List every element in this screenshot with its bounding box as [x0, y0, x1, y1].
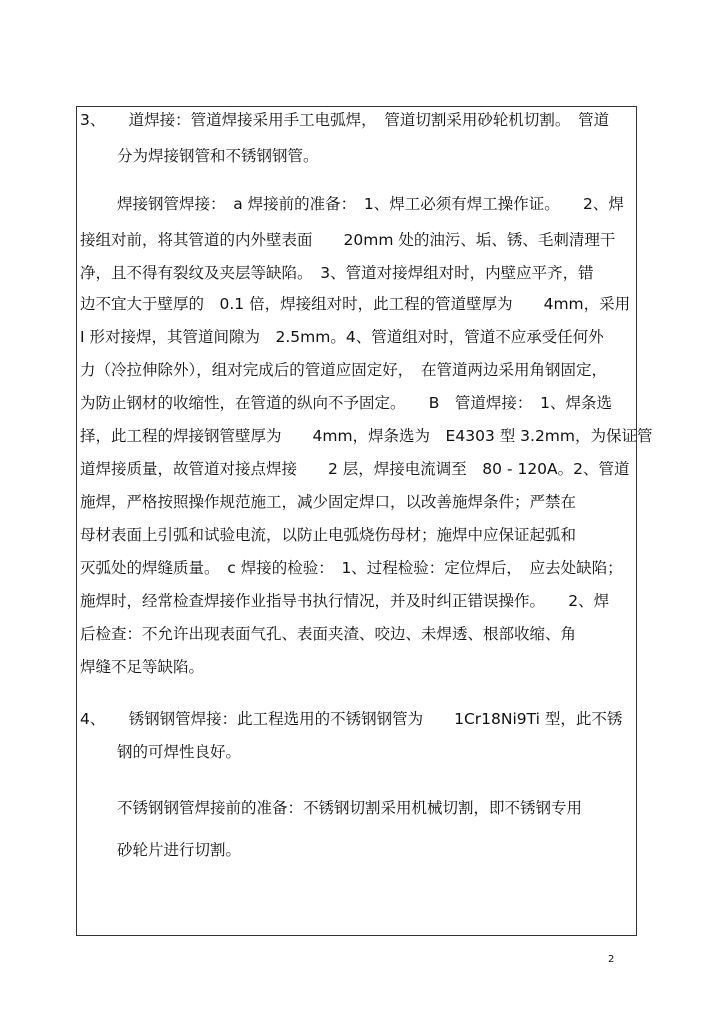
text-line: 为防止钢材的收缩性，在管道的纵向不予固定。 B 管道焊接： 1、焊条选: [80, 394, 612, 412]
text-line: 灭弧处的焊缝质量。 c 焊接的检验： 1、过程检验：定位焊后， 应去处缺陷；: [80, 559, 623, 577]
text-line: 择，此工程的焊接钢管壁厚为 4mm，焊条选为 E4303 型 3.2mm，为保证管: [80, 427, 653, 445]
text-line: 砂轮片进行切割。: [117, 841, 242, 859]
text-line: 母材表面上引弧和试验电流，以防止电弧烧伤母材；施焊中应保证起弧和: [80, 526, 577, 544]
text-line: 焊接钢管焊接： a 焊接前的准备： 1、焊工必须有焊工操作证。 2、焊: [117, 195, 624, 213]
text-line: 后检查：不允许出现表面气孔、表面夹渣、咬边、未焊透、根部收缩、角: [80, 625, 577, 643]
text-line: 道焊接质量，故管道对接点焊接 2 层，焊接电流调至 80 - 120A。2、管道: [80, 460, 630, 478]
text-line: 施焊时，经常检查焊接作业指导书执行情况，并及时纠正错误操作。 2、焊: [80, 592, 610, 610]
page-number: 2: [608, 954, 615, 965]
text-line: 力（冷拉伸除外），组对完成后的管道应固定好， 在管道两边采用角钢固定，: [80, 361, 608, 379]
text-line: 4、 锈钢钢管焊接：此工程选用的不锈钢钢管为 1Cr18Ni9Ti 型，此不锈: [80, 710, 623, 728]
text-line: 钢的可焊性良好。: [117, 743, 242, 761]
text-line: 净，且不得有裂纹及夹层等缺陷。 3、管道对接焊组对时，内壁应平齐，错: [80, 264, 594, 282]
text-line: 不锈钢钢管焊接前的准备：不锈钢切割采用机械切割，即不锈钢专用: [117, 799, 583, 817]
text-line: 接组对前，将其管道的内外壁表面 20mm 处的油污、垢、锈、毛刺清理干: [80, 231, 616, 249]
text-line: 施焊，严格按照操作规范施工，减少固定焊口，以改善施焊条件；严禁在: [80, 493, 577, 511]
text-line: 边不宜大于壁厚的 0.1 倍，焊接组对时，此工程的管道壁厚为 4mm，采用: [80, 295, 631, 313]
text-line: 焊缝不足等缺陷。: [80, 658, 205, 676]
text-line: 分为焊接钢管和不锈钢钢管。: [117, 147, 319, 165]
text-line: 3、 道焊接：管道焊接采用手工电弧焊， 管道切割采用砂轮机切割。 管道: [80, 111, 610, 129]
text-line: I 形对接焊，其管道间隙为 2.5mm。4、管道组对时，管道不应承受任何外: [80, 328, 604, 346]
